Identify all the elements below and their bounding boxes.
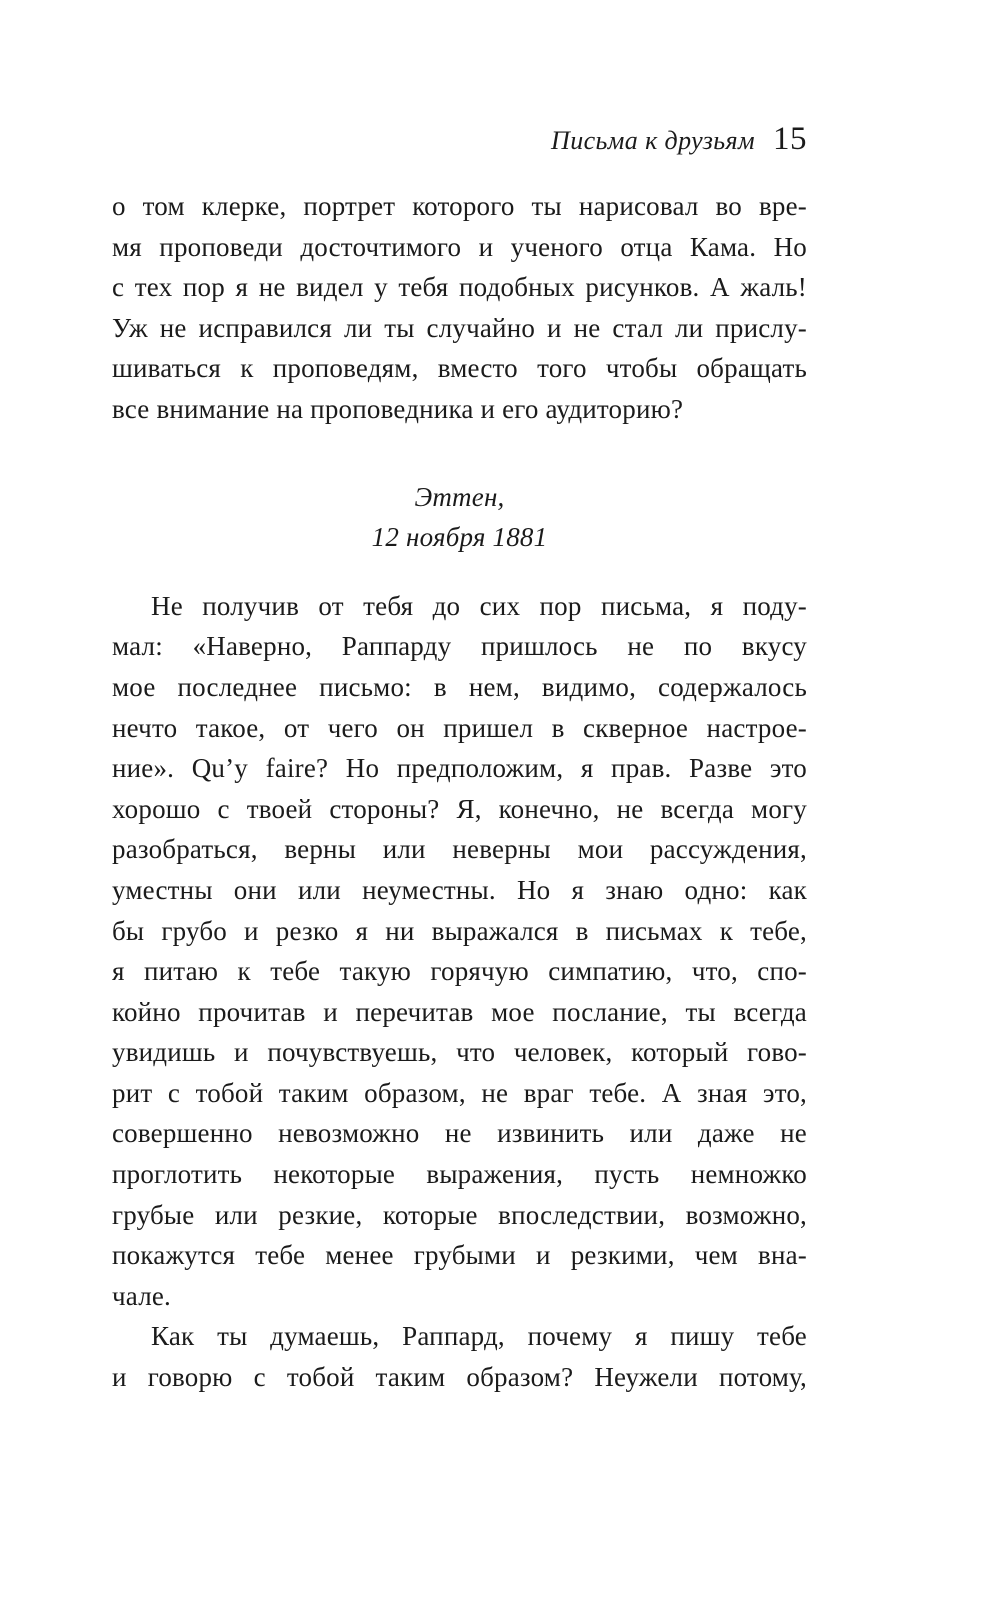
text-line: мя проповеди досточтимого и ученого отца Кама. Но — [112, 231, 807, 262]
text-line: шиваться к проповедям, вместо того чтобы обращать — [112, 353, 807, 384]
running-title: Письма к друзьям — [551, 126, 755, 155]
text-line: и говорю с тобой таким образом? Неужели потому, — [112, 1362, 807, 1393]
text-line: Как ты думаешь, Раппард, почему я пишу тебе — [151, 1321, 807, 1352]
text-line: о том клерке, портрет которого ты нарисовал во вре- — [112, 191, 807, 221]
text-line: все внимание на проповедника и его аудиторию? — [112, 393, 684, 424]
text-line: хорошо с твоей стороны? Я, конечно, не всегда могу — [112, 793, 807, 824]
paragraph — [112, 1316, 807, 1397]
text-line: увидишь и почувствуешь, что человек, который гово- — [112, 1037, 807, 1068]
paragraph — [112, 186, 807, 430]
letter-dateline — [112, 477, 807, 558]
text-line: грубые или резкие, которые впоследствии, возможно, — [112, 1199, 807, 1230]
text-line: разобраться, верны или неверны мои рассуждения, — [112, 834, 807, 865]
text-line: уместны они или неуместны. Но я знаю одно: как — [112, 874, 807, 905]
text-line: с тех пор я не видел у тебя подобных рисунков. А жаль! — [112, 272, 807, 303]
text-line: Эттен, — [414, 481, 505, 512]
text-line: рит с тобой таким образом, не враг тебе. А зная это, — [112, 1077, 807, 1108]
text-line: Уж не исправился ли ты случайно и не стал ли прислу- — [112, 312, 807, 343]
text-line: совершенно невозможно не извинить или даже не — [112, 1118, 807, 1149]
text-line: койно прочитав и перечитав мое послание, ты всегда — [112, 996, 807, 1027]
paragraph — [112, 586, 807, 1317]
text-line: бы грубо и резко я ни выражался в письмах к тебе, — [112, 915, 807, 946]
page-number: 15 — [773, 121, 807, 157]
text-column — [112, 0, 807, 1398]
text-line: нечто такое, от чего он пришел в скверное настрое- — [112, 712, 807, 743]
text-line: проглотить некоторые выражения, пусть немножко — [112, 1159, 807, 1190]
running-header — [112, 121, 807, 159]
text-line: мал: «Наверно, Раппарду пришлось не по вкусу — [112, 631, 807, 662]
text-line: мое последнее письмо: в нем, видимо, содержалось — [112, 671, 807, 702]
text-line: ние». Qu’y faire? Но предположим, я прав. Разве это — [112, 753, 807, 784]
text-line: Не получив от тебя до сих пор письма, я поду- — [151, 590, 807, 621]
text-blocks — [112, 186, 807, 1398]
text-line: чале. — [112, 1280, 172, 1311]
text-line: покажутся тебе менее грубыми и резкими, чем вна- — [112, 1240, 807, 1271]
text-line: 12 ноября 1881 — [371, 522, 548, 553]
text-line: я питаю к тебе такую горячую симпатию, что, спо- — [112, 956, 807, 987]
